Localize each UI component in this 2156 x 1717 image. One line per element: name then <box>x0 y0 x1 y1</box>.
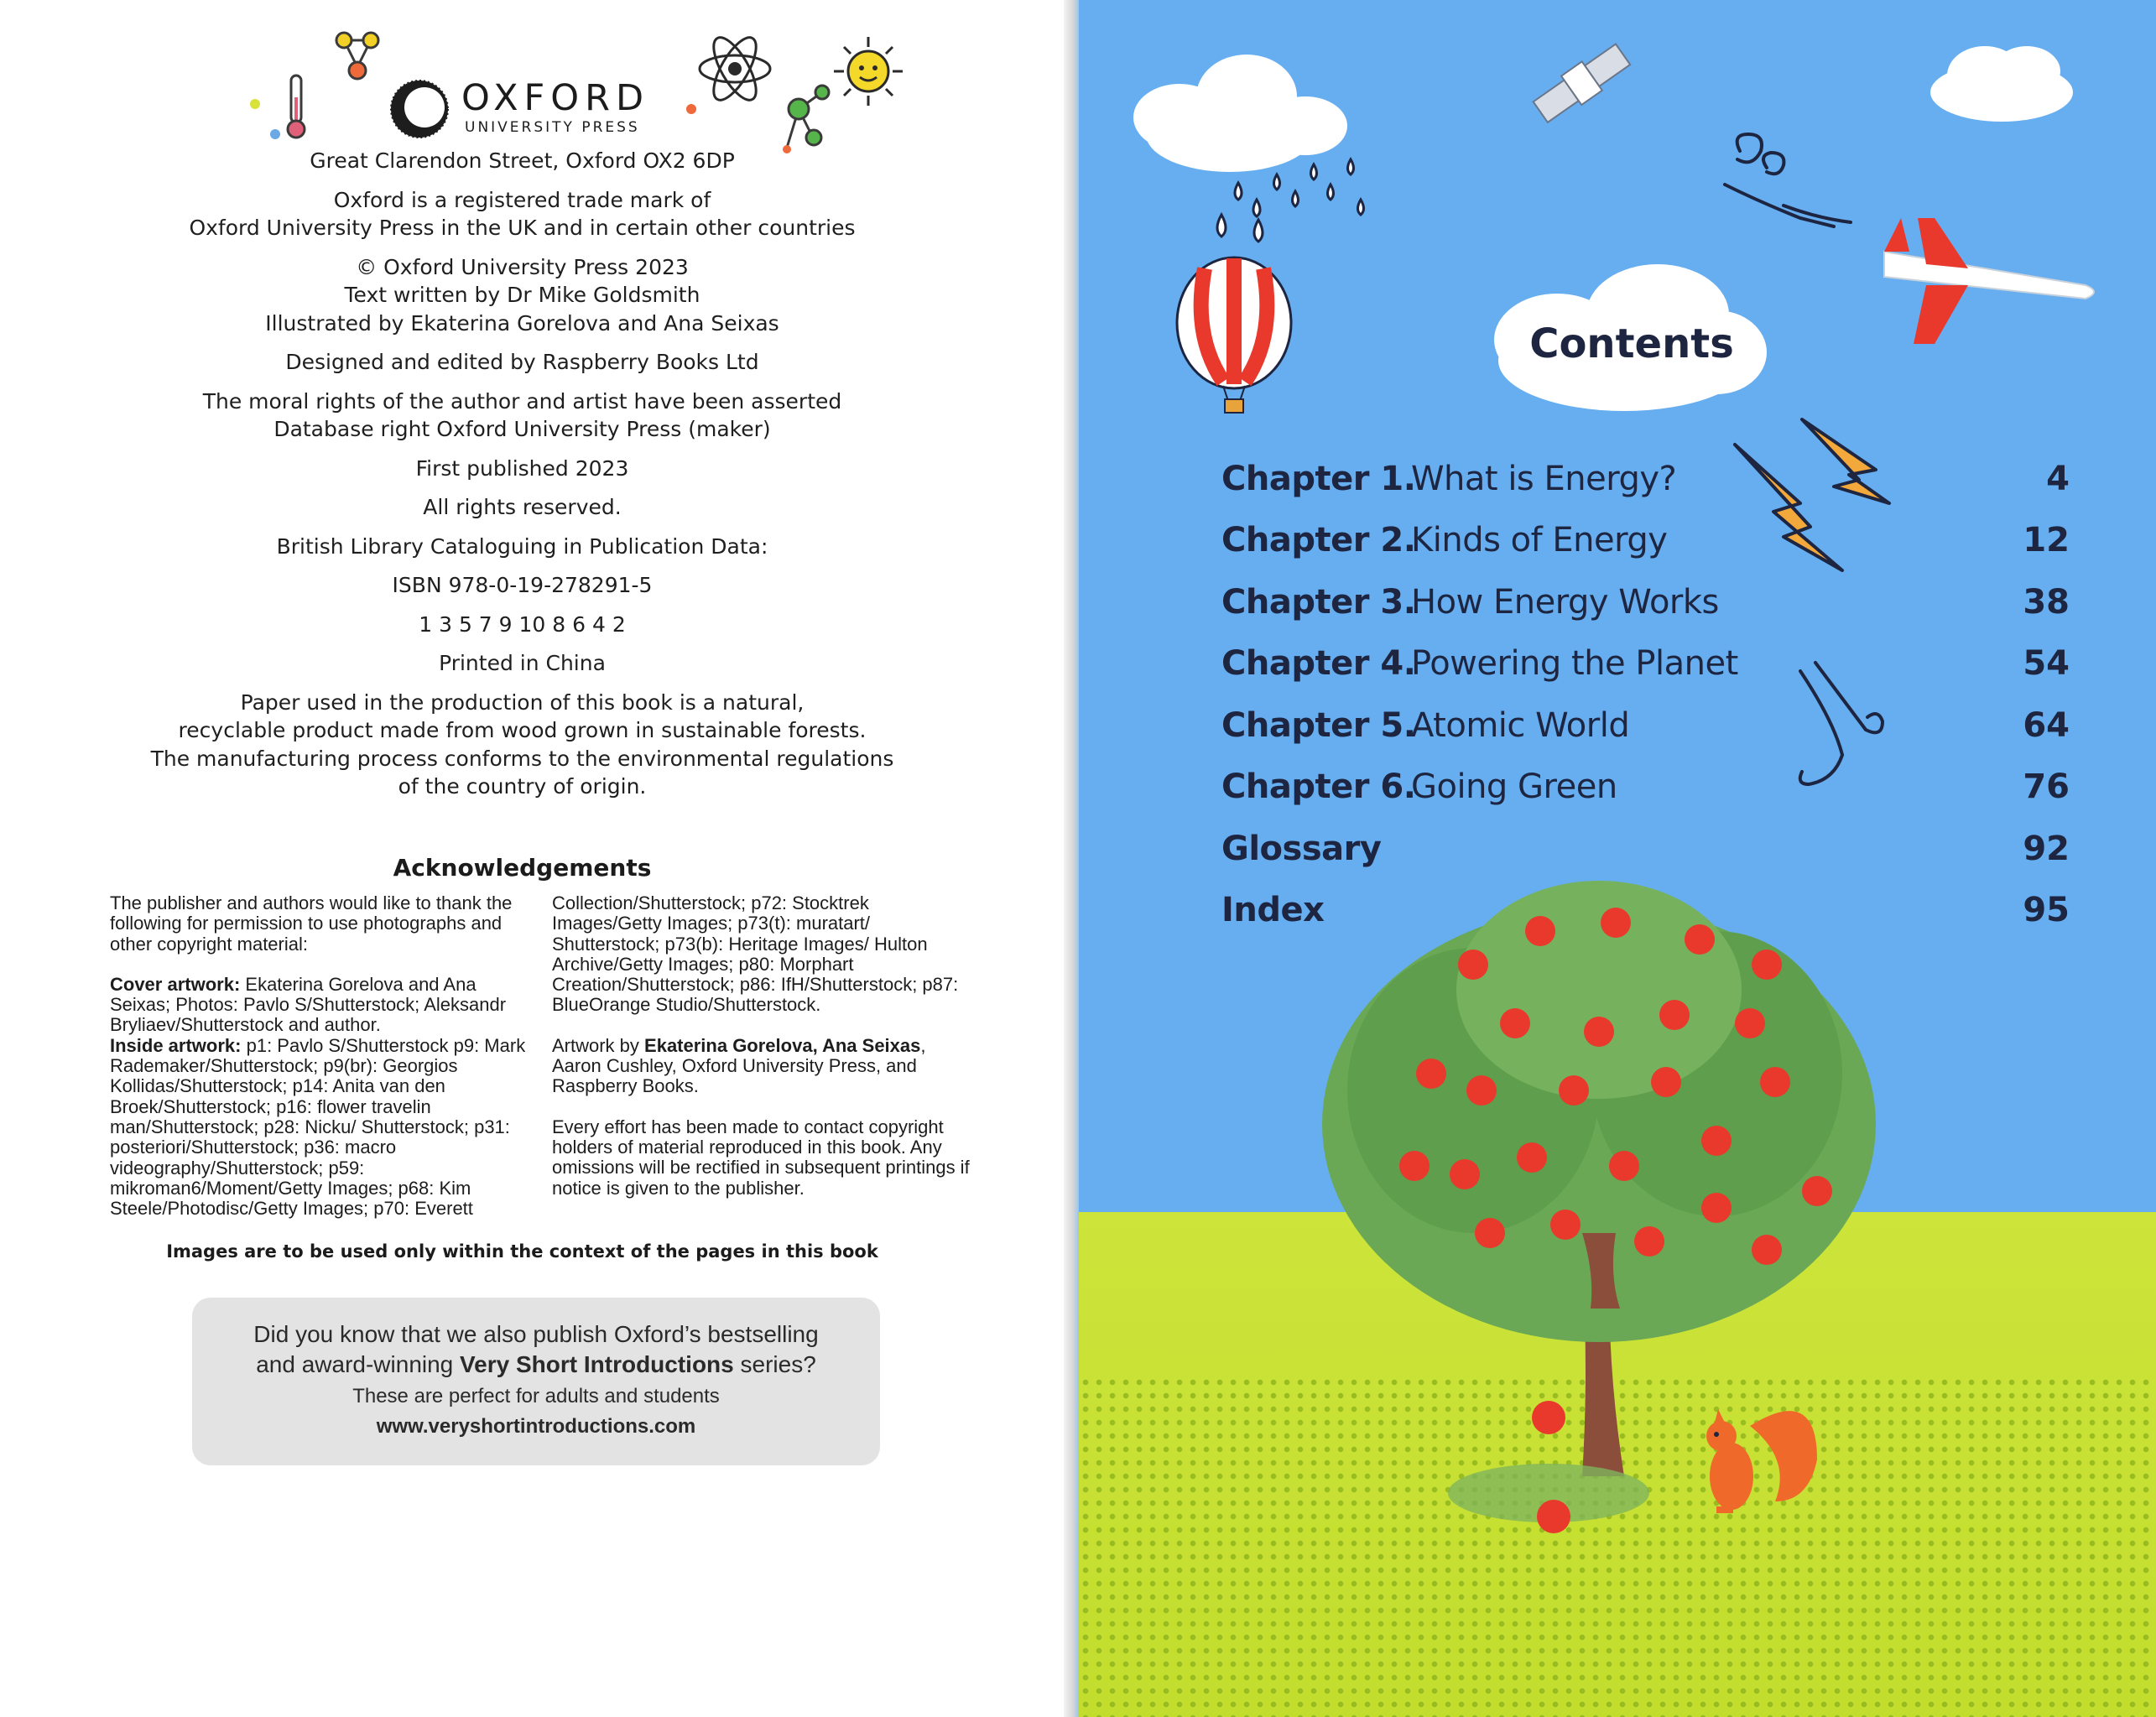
promo-prefix: and award-winning <box>256 1351 461 1377</box>
paper-statement: The manufacturing process conforms to the environmental regulations <box>150 746 894 771</box>
illustrator-line: Illustrated by Ekaterina Gorelova and Ana Seixas <box>265 310 779 336</box>
toc-page-number: 92 <box>2023 830 2070 868</box>
toc-page-number: 54 <box>2023 644 2070 683</box>
toc-entry[interactable] <box>1221 706 2144 757</box>
toc-entry[interactable] <box>1221 460 2144 510</box>
acknowledgements-column-1 <box>110 893 529 1219</box>
toc-chapter-label: Chapter 4. <box>1221 644 1416 683</box>
toc-chapter-label: Chapter 6. <box>1221 767 1416 806</box>
first-published-line: First published 2023 <box>415 455 629 481</box>
book-gutter <box>1064 0 1079 1717</box>
toc-chapter-label: Chapter 2. <box>1221 521 1416 559</box>
toc-entry[interactable] <box>1221 644 2144 695</box>
satellite-icon <box>1530 40 1633 127</box>
toc-chapter-title: Atomic World <box>1411 706 1630 745</box>
artwork-credit <box>552 1036 976 1097</box>
author-line: Text written by Dr Mike Goldsmith <box>344 283 700 307</box>
thermometer-icon <box>243 57 310 149</box>
promo-url-link[interactable]: www.veryshortintroductions.com <box>376 1415 696 1438</box>
toc-chapter-title: Kinds of Energy <box>1411 521 1668 559</box>
atom-icon <box>680 25 780 117</box>
cloud-icon <box>1133 55 1347 172</box>
copyright-line: © Oxford University Press 2023 <box>356 254 689 279</box>
toc-chapter-title: Going Green <box>1411 767 1617 806</box>
promo-line: These are perfect for adults and students <box>352 1385 720 1407</box>
toc-entry[interactable] <box>1221 891 2144 941</box>
toc-page-number: 95 <box>2023 891 2070 929</box>
cloud-icon <box>1930 46 2073 122</box>
contents-heading: Contents <box>1529 320 1734 367</box>
promo-line <box>192 1351 880 1378</box>
toc-page-number: 12 <box>2023 521 2070 559</box>
toc-chapter-title: Powering the Planet <box>1411 644 1738 683</box>
ack-credits-continued: Collection/Shutterstock; p72: Stocktrek Images/Getty Images; p73(t): muratart/ Shutterstock; p73(b): Heritage Images/ Hulton Archive/Getty Images; p80: Morphart Creation/Shutterstock; p86: IfH/Shutterstock; p87: BlueOrange Studio/Shutterstock. <box>552 892 959 1016</box>
toc-chapter-title: What is Energy? <box>1411 460 1677 498</box>
cover-artwork-label: Cover artwork: <box>110 973 241 995</box>
contents-page <box>1079 0 2156 1717</box>
university-press-wordmark: UNIVERSITY PRESS <box>465 119 640 136</box>
copyright-effort-note: Every effort has been made to contact copyright holders of material reproduced in this book. Any omissions will be rectified in subsequent printings if notice is given to the publisher. <box>552 1116 970 1199</box>
airplane-icon <box>1884 218 2094 344</box>
toc-page-number: 38 <box>2023 583 2070 622</box>
vsi-promo-box <box>192 1298 880 1465</box>
molecule-icon <box>327 23 394 99</box>
paper-statement: Paper used in the production of this book is a natural, <box>240 689 805 715</box>
print-line: 1 3 5 7 9 10 8 6 4 2 <box>419 611 626 637</box>
toc-chapter-title: How Energy Works <box>1411 583 1719 622</box>
toc-chapter-label: Index <box>1221 891 1325 929</box>
address: Great Clarendon Street, Oxford OX2 6DP <box>310 148 735 173</box>
toc-page-number: 64 <box>2023 706 2070 745</box>
inside-artwork-label: Inside artwork: <box>110 1034 242 1056</box>
toc-page-number: 76 <box>2023 767 2070 806</box>
ack-intro: The publisher and authors would like to thank the following for permission to use photographs and other copyright material: <box>110 892 513 955</box>
toc-entry[interactable] <box>1221 830 2144 880</box>
cataloguing-line: British Library Cataloguing in Publication Data: <box>276 533 768 559</box>
oup-logo-icon <box>386 75 453 143</box>
promo-series-name: Very Short Introductions <box>460 1351 734 1377</box>
promo-suffix: series? <box>733 1351 816 1377</box>
paper-statement: of the country of origin. <box>398 774 647 799</box>
toc-chapter-label: Chapter 1. <box>1221 460 1416 498</box>
toc-entry[interactable] <box>1221 583 2144 633</box>
images-usage-note: Images are to be used only within the context of the pages in this book <box>166 1241 878 1262</box>
sun-icon <box>831 34 906 109</box>
moral-rights-line: The moral rights of the author and artist have been asserted <box>202 388 842 414</box>
imprint-page <box>0 0 1064 1717</box>
artwork-prefix: Artwork by <box>552 1034 645 1056</box>
printed-in-line: Printed in China <box>439 651 606 675</box>
database-right-line: Database right Oxford University Press (maker) <box>273 417 771 441</box>
promo-line: Did you know that we also publish Oxford’s bestselling <box>253 1321 819 1347</box>
oxford-wordmark: OXFORD <box>461 77 650 119</box>
artwork-suffix: , Aaron Cushley, Oxford University Press, and Raspberry Books. <box>552 1034 926 1097</box>
isbn: ISBN 978-0-19-278291-5 <box>392 573 653 597</box>
inside-artwork-credits: p1: Pavlo S/Shutterstock p9: Mark Rademaker/Shutterstock; p9(br): Georgios Kollidas/Shutterstock; p14: Anita van den Broek/Shutterstock; p16: flower travelin man/Shutterstock; p28: Nicku/ Shutterstock; p31: posteriori/Shutterstock; p36: macro videography/Shutterstock; p59: mikroman6/Moment/Getty Images; p68: Kim Steele/Photodisc/Getty Images; p70: Everett <box>110 1034 526 1220</box>
acknowledgements-column-2 <box>552 893 976 1219</box>
toc-chapter-label: Chapter 3. <box>1221 583 1416 622</box>
trademark-line: Oxford is a registered trade mark of <box>333 187 711 212</box>
squirrel-icon <box>1706 1409 1817 1513</box>
acknowledgements-heading: Acknowledgements <box>393 854 652 882</box>
toc-page-number: 4 <box>2046 460 2070 498</box>
artwork-artists: Ekaterina Gorelova, Ana Seixas <box>644 1034 921 1056</box>
toc-chapter-label: Glossary <box>1221 830 1382 868</box>
rights-reserved-line: All rights reserved. <box>423 495 622 519</box>
design-credit: Designed and edited by Raspberry Books Ltd <box>285 350 759 374</box>
publisher-logo-row <box>243 17 914 159</box>
toc-entry[interactable] <box>1221 521 2144 571</box>
hot-air-balloon-icon <box>1177 258 1291 413</box>
toc-chapter-label: Chapter 5. <box>1221 706 1416 745</box>
cover-artwork-credits: Ekaterina Gorelova and Ana Seixas; Photos: Pavlo S/Shutterstock; Aleksandr Bryliaev/Shutterstock and author. <box>110 973 507 1036</box>
toc-entry[interactable] <box>1221 767 2144 818</box>
paper-statement: recyclable product made from wood grown in sustainable forests. <box>178 718 867 742</box>
wind-icon <box>1725 134 1851 226</box>
imprint-block <box>109 147 935 801</box>
trademark-line: Oxford University Press in the UK and in certain other countries <box>189 216 856 240</box>
